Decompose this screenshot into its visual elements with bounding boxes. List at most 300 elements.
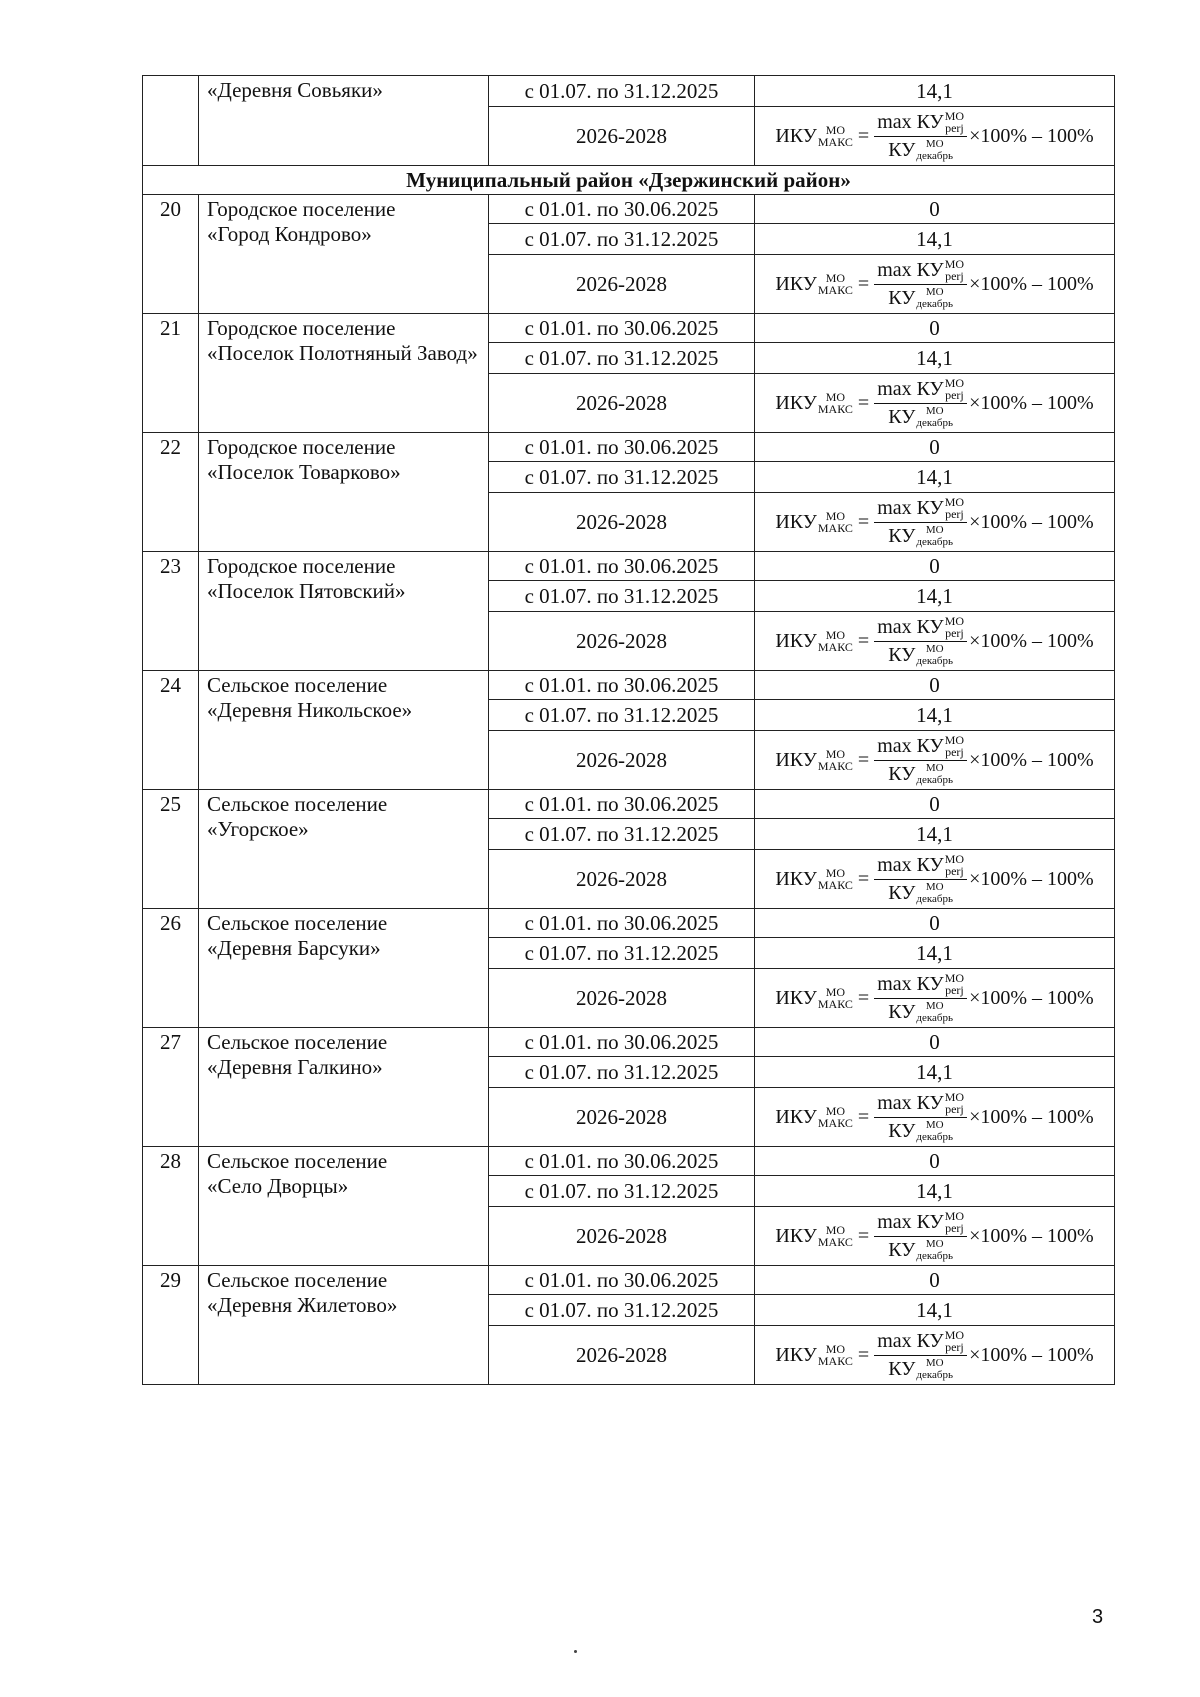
- section-title: Муниципальный район «Дзержинский район»: [143, 166, 1115, 195]
- period-cell: [489, 255, 755, 314]
- period-text: 2026-2028: [576, 390, 667, 415]
- formula-den-sub: декабрь: [916, 655, 954, 667]
- formula-lhs-symbol: ИКУ: [775, 124, 817, 147]
- value-text: 14,1: [916, 226, 953, 251]
- formula-den-sub: декабрь: [916, 1369, 954, 1381]
- formula-lhs-symbol: ИКУ: [775, 1343, 817, 1366]
- value-cell: [755, 433, 1115, 462]
- value-cell: [755, 700, 1115, 731]
- period-text: с 01.07. по 31.12.2025: [524, 1297, 719, 1322]
- value-text: 14,1: [916, 940, 953, 965]
- formula-equals: =: [857, 867, 870, 890]
- row-number: 20: [160, 197, 181, 221]
- index-formula: [775, 258, 1093, 311]
- formula-num-sub: perj: [945, 1221, 964, 1235]
- formula-num-sup: МО: [944, 852, 965, 866]
- formula-num-sub: perj: [945, 507, 964, 521]
- formula-num-symbol: max КУ: [877, 377, 944, 400]
- value-text: 0: [929, 791, 940, 816]
- formula-num-scripts: [945, 496, 964, 520]
- formula-lhs-sub: МАКС: [817, 521, 853, 535]
- formula-fraction: [874, 615, 967, 668]
- formula-lhs-symbol: ИКУ: [775, 629, 817, 652]
- value-cell: [755, 224, 1115, 255]
- period-text: с 01.01. по 30.06.2025: [524, 196, 719, 221]
- formula-den-sup: МО: [925, 524, 944, 536]
- formula-den-sub: декабрь: [916, 298, 954, 310]
- formula-den-sup: МО: [925, 881, 944, 893]
- settlement-type: Сельское поселение: [207, 1030, 388, 1054]
- formula-fraction: [874, 1329, 967, 1382]
- formula-numerator: [874, 1329, 967, 1356]
- period-cell: [489, 1266, 755, 1295]
- formula-lhs: [775, 1105, 853, 1130]
- formula-lhs-sup: МО: [825, 390, 846, 404]
- value-cell: [755, 343, 1115, 374]
- formula-lhs-sup: МО: [825, 123, 846, 137]
- formula-equals: =: [857, 986, 870, 1009]
- formula-lhs: [775, 1343, 853, 1368]
- formula-num-scripts: [945, 1210, 964, 1234]
- table-row: [143, 909, 1115, 938]
- period-text: с 01.01. по 30.06.2025: [524, 553, 719, 578]
- formula-num-sup: МО: [944, 733, 965, 747]
- formula-den-sup: МО: [925, 762, 944, 774]
- formula-denominator: [885, 880, 956, 906]
- value-text: 14,1: [916, 345, 953, 370]
- formula-denominator: [885, 523, 956, 549]
- formula-lhs: [775, 510, 853, 535]
- row-number-cell: [143, 433, 199, 552]
- period-text: 2026-2028: [576, 628, 667, 653]
- formula-fraction: [874, 972, 967, 1025]
- formula-lhs-symbol: ИКУ: [775, 1224, 817, 1247]
- period-cell: [489, 552, 755, 581]
- formula-lhs-sub: МАКС: [817, 1116, 853, 1130]
- formula-lhs-symbol: ИКУ: [775, 1105, 817, 1128]
- formula-den-symbol: КУ: [888, 1119, 916, 1142]
- formula-den-sub: декабрь: [916, 1012, 954, 1024]
- formula-den-scripts: [916, 881, 953, 905]
- formula-denominator: [885, 999, 956, 1025]
- formula-den-sub: декабрь: [916, 417, 954, 429]
- formula-denominator: [885, 1237, 956, 1263]
- formula-fraction: [874, 258, 967, 311]
- period-text: с 01.07. по 31.12.2025: [524, 226, 719, 251]
- period-cell: [489, 76, 755, 107]
- formula-lhs-scripts: [818, 629, 853, 653]
- formula-fraction: [874, 496, 967, 549]
- formula-numerator: [874, 1210, 967, 1237]
- formula-num-symbol: max КУ: [877, 1091, 944, 1114]
- formula-equals: =: [857, 1105, 870, 1128]
- row-number-cell: [143, 314, 199, 433]
- formula-lhs-scripts: [818, 748, 853, 772]
- settlement-type: Сельское поселение: [207, 673, 388, 697]
- formula-den-sup: МО: [925, 1238, 944, 1250]
- formula-num-sub: perj: [945, 1102, 964, 1116]
- formula-den-scripts: [916, 1000, 953, 1024]
- formula-cell: [755, 969, 1115, 1028]
- row-number-cell: [143, 671, 199, 790]
- formula-numerator: [874, 972, 967, 999]
- settlement-type: Городское поселение: [207, 197, 396, 221]
- value-text: 0: [929, 672, 940, 697]
- formula-cell: [755, 1326, 1115, 1385]
- formula-lhs-sup: МО: [825, 866, 846, 880]
- formula-den-scripts: [916, 286, 953, 310]
- value-cell: [755, 1028, 1115, 1057]
- settlement-type: Сельское поселение: [207, 792, 388, 816]
- formula-lhs-scripts: [818, 391, 853, 415]
- period-text: 2026-2028: [576, 509, 667, 534]
- settlement-name: «Деревня Совьяки»: [207, 78, 383, 102]
- period-text: с 01.01. по 30.06.2025: [524, 434, 719, 459]
- formula-equals: =: [857, 272, 870, 295]
- period-cell: [489, 790, 755, 819]
- row-number-cell: [143, 552, 199, 671]
- index-formula: [775, 1329, 1093, 1382]
- formula-lhs: [775, 124, 853, 149]
- formula-tail: ×100% – 100%: [969, 1343, 1094, 1366]
- row-number: 23: [160, 554, 181, 578]
- period-text: с 01.07. по 31.12.2025: [524, 1059, 719, 1084]
- formula-denominator: [885, 642, 956, 668]
- formula-den-scripts: [916, 405, 953, 429]
- table-row: [143, 195, 1115, 224]
- formula-lhs-sub: МАКС: [817, 1235, 853, 1249]
- row-number-cell: [143, 909, 199, 1028]
- formula-den-scripts: [916, 1119, 953, 1143]
- settlement-name: «Город Кондрово»: [207, 222, 372, 246]
- index-formula: [775, 972, 1093, 1025]
- formula-lhs-sub: МАКС: [817, 402, 853, 416]
- formula-den-symbol: КУ: [888, 286, 916, 309]
- formula-num-sup: МО: [944, 495, 965, 509]
- row-number: 24: [160, 673, 181, 697]
- formula-den-symbol: КУ: [888, 524, 916, 547]
- formula-numerator: [874, 110, 967, 137]
- formula-num-sup: МО: [944, 614, 965, 628]
- period-text: 2026-2028: [576, 1342, 667, 1367]
- period-text: с 01.01. по 30.06.2025: [524, 910, 719, 935]
- value-cell: [755, 581, 1115, 612]
- formula-lhs-sup: МО: [825, 1342, 846, 1356]
- period-text: 2026-2028: [576, 1223, 667, 1248]
- period-cell: [489, 909, 755, 938]
- formula-lhs-symbol: ИКУ: [775, 391, 817, 414]
- value-cell: [755, 76, 1115, 107]
- value-text: 14,1: [916, 702, 953, 727]
- formula-den-symbol: КУ: [888, 405, 916, 428]
- formula-den-symbol: КУ: [888, 1000, 916, 1023]
- formula-num-sub: perj: [945, 745, 964, 759]
- period-text: 2026-2028: [576, 985, 667, 1010]
- formula-num-sup: МО: [944, 1328, 965, 1342]
- row-number-cell: [143, 1028, 199, 1147]
- settlement-name-cell: [199, 1147, 489, 1266]
- period-text: 2026-2028: [576, 866, 667, 891]
- settlement-type: Городское поселение: [207, 316, 396, 340]
- row-number-cell: [143, 76, 199, 166]
- period-text: с 01.07. по 31.12.2025: [524, 821, 719, 846]
- settlement-name-cell: [199, 195, 489, 314]
- formula-denominator: [885, 285, 956, 311]
- formula-tail: ×100% – 100%: [969, 629, 1094, 652]
- page-number: 3: [1092, 1606, 1104, 1628]
- formula-den-sup: МО: [925, 1119, 944, 1131]
- formula-den-sup: МО: [925, 286, 944, 298]
- formula-lhs-sub: МАКС: [817, 1354, 853, 1368]
- formula-tail: ×100% – 100%: [969, 391, 1094, 414]
- index-formula: [775, 377, 1093, 430]
- formula-num-scripts: [945, 853, 964, 877]
- formula-num-sub: perj: [945, 864, 964, 878]
- settlement-name: «Деревня Никольское»: [207, 698, 413, 722]
- value-cell: [755, 1057, 1115, 1088]
- formula-lhs: [775, 391, 853, 416]
- period-cell: [489, 969, 755, 1028]
- formula-lhs-sup: МО: [825, 1104, 846, 1118]
- value-text: 0: [929, 196, 940, 221]
- row-number: 21: [160, 316, 181, 340]
- formula-lhs: [775, 748, 853, 773]
- formula-tail: ×100% – 100%: [969, 272, 1094, 295]
- formula-den-symbol: КУ: [888, 138, 916, 161]
- value-text: 0: [929, 1267, 940, 1292]
- formula-numerator: [874, 615, 967, 642]
- formula-den-scripts: [916, 1238, 953, 1262]
- formula-denominator: [885, 761, 956, 787]
- formula-num-scripts: [945, 1329, 964, 1353]
- period-cell: [489, 850, 755, 909]
- table-row: [143, 433, 1115, 462]
- tariff-table: [142, 75, 1115, 1385]
- scan-speck: [574, 1650, 577, 1653]
- formula-tail: ×100% – 100%: [969, 510, 1094, 533]
- formula-den-symbol: КУ: [888, 643, 916, 666]
- formula-fraction: [874, 1091, 967, 1144]
- formula-denominator: [885, 1118, 956, 1144]
- formula-num-scripts: [945, 734, 964, 758]
- formula-lhs-sup: МО: [825, 628, 846, 642]
- row-number-cell: [143, 1266, 199, 1385]
- value-cell: [755, 1266, 1115, 1295]
- formula-lhs: [775, 272, 853, 297]
- formula-num-sup: МО: [944, 971, 965, 985]
- formula-lhs-scripts: [818, 1224, 853, 1248]
- row-number: 29: [160, 1268, 181, 1292]
- settlement-name-cell: [199, 433, 489, 552]
- table-row: [143, 1147, 1115, 1176]
- period-text: с 01.01. по 30.06.2025: [524, 315, 719, 340]
- settlement-name: «Село Дворцы»: [207, 1174, 349, 1198]
- value-text: 14,1: [916, 583, 953, 608]
- value-text: 14,1: [916, 1059, 953, 1084]
- value-text: 0: [929, 553, 940, 578]
- formula-tail: ×100% – 100%: [969, 748, 1094, 771]
- formula-num-scripts: [945, 110, 964, 134]
- index-formula: [775, 1091, 1093, 1144]
- period-text: с 01.01. по 30.06.2025: [524, 1148, 719, 1173]
- value-text: 14,1: [916, 1178, 953, 1203]
- formula-den-sup: МО: [925, 1000, 944, 1012]
- formula-num-symbol: max КУ: [877, 110, 944, 133]
- settlement-type: Сельское поселение: [207, 1149, 388, 1173]
- period-text: с 01.07. по 31.12.2025: [524, 702, 719, 727]
- period-cell: [489, 343, 755, 374]
- formula-cell: [755, 850, 1115, 909]
- formula-tail: ×100% – 100%: [969, 867, 1094, 890]
- formula-lhs: [775, 867, 853, 892]
- formula-lhs-symbol: ИКУ: [775, 867, 817, 890]
- formula-den-symbol: КУ: [888, 1238, 916, 1261]
- value-text: 14,1: [916, 1297, 953, 1322]
- period-text: с 01.01. по 30.06.2025: [524, 791, 719, 816]
- formula-denominator: [885, 1356, 956, 1382]
- formula-lhs-sub: МАКС: [817, 640, 853, 654]
- row-number: 22: [160, 435, 181, 459]
- formula-lhs-sup: МО: [825, 985, 846, 999]
- value-text: 14,1: [916, 821, 953, 846]
- period-text: с 01.07. по 31.12.2025: [524, 345, 719, 370]
- value-cell: [755, 1147, 1115, 1176]
- period-cell: [489, 938, 755, 969]
- settlement-name-cell: [199, 671, 489, 790]
- settlement-name-cell: [199, 1028, 489, 1147]
- formula-lhs: [775, 1224, 853, 1249]
- row-number-cell: [143, 1147, 199, 1266]
- formula-num-sup: МО: [944, 1209, 965, 1223]
- table-row: [143, 314, 1115, 343]
- settlement-name-cell: [199, 1266, 489, 1385]
- formula-cell: [755, 612, 1115, 671]
- formula-fraction: [874, 1210, 967, 1263]
- formula-num-sub: perj: [945, 983, 964, 997]
- period-text: с 01.01. по 30.06.2025: [524, 1267, 719, 1292]
- formula-den-symbol: КУ: [888, 762, 916, 785]
- settlement-name: «Угорское»: [207, 817, 309, 841]
- document-page: [142, 75, 1114, 1385]
- formula-num-scripts: [945, 258, 964, 282]
- formula-equals: =: [857, 391, 870, 414]
- period-cell: [489, 581, 755, 612]
- table-row: [143, 1266, 1115, 1295]
- formula-numerator: [874, 377, 967, 404]
- index-formula: [775, 1210, 1093, 1263]
- formula-lhs-sup: МО: [825, 509, 846, 523]
- formula-den-symbol: КУ: [888, 1357, 916, 1380]
- period-cell: [489, 1147, 755, 1176]
- formula-num-sub: perj: [945, 269, 964, 283]
- formula-lhs-symbol: ИКУ: [775, 272, 817, 295]
- formula-cell: [755, 1207, 1115, 1266]
- period-text: 2026-2028: [576, 123, 667, 148]
- period-text: с 01.07. по 31.12.2025: [524, 940, 719, 965]
- formula-lhs-scripts: [818, 272, 853, 296]
- formula-den-sup: МО: [925, 138, 944, 150]
- period-text: с 01.07. по 31.12.2025: [524, 464, 719, 489]
- row-number-cell: [143, 790, 199, 909]
- value-cell: [755, 790, 1115, 819]
- value-text: 14,1: [916, 464, 953, 489]
- formula-equals: =: [857, 629, 870, 652]
- period-cell: [489, 612, 755, 671]
- formula-num-symbol: max КУ: [877, 1329, 944, 1352]
- formula-den-scripts: [916, 762, 953, 786]
- settlement-name: «Деревня Жилетово»: [207, 1293, 398, 1317]
- period-text: с 01.07. по 31.12.2025: [524, 1178, 719, 1203]
- settlement-name: «Поселок Полотняный Завод»: [207, 341, 478, 365]
- formula-num-symbol: max КУ: [877, 734, 944, 757]
- period-cell: [489, 314, 755, 343]
- period-text: с 01.01. по 30.06.2025: [524, 672, 719, 697]
- formula-tail: ×100% – 100%: [969, 1105, 1094, 1128]
- formula-lhs-sub: МАКС: [817, 759, 853, 773]
- value-text: 0: [929, 1029, 940, 1054]
- formula-den-sub: декабрь: [916, 536, 954, 548]
- formula-num-sub: perj: [945, 121, 964, 135]
- value-cell: [755, 462, 1115, 493]
- period-cell: [489, 224, 755, 255]
- formula-den-sub: декабрь: [916, 1131, 954, 1143]
- period-text: с 01.07. по 31.12.2025: [524, 78, 719, 103]
- formula-den-sup: МО: [925, 643, 944, 655]
- index-formula: [775, 734, 1093, 787]
- formula-num-symbol: max КУ: [877, 258, 944, 281]
- value-text: 14,1: [916, 78, 953, 103]
- formula-lhs-scripts: [818, 986, 853, 1010]
- value-text: 0: [929, 315, 940, 340]
- formula-denominator: [885, 137, 956, 163]
- formula-num-sup: МО: [944, 376, 965, 390]
- value-cell: [755, 195, 1115, 224]
- formula-fraction: [874, 853, 967, 906]
- formula-denominator: [885, 404, 956, 430]
- formula-fraction: [874, 110, 967, 163]
- formula-numerator: [874, 496, 967, 523]
- formula-numerator: [874, 258, 967, 285]
- settlement-type: Городское поселение: [207, 554, 396, 578]
- formula-lhs-scripts: [818, 1105, 853, 1129]
- formula-den-sub: декабрь: [916, 150, 954, 162]
- index-formula: [775, 496, 1093, 549]
- formula-fraction: [874, 734, 967, 787]
- formula-num-symbol: max КУ: [877, 496, 944, 519]
- table-row: [143, 671, 1115, 700]
- formula-numerator: [874, 734, 967, 761]
- value-cell: [755, 671, 1115, 700]
- formula-lhs-sup: МО: [825, 747, 846, 761]
- settlement-name-cell: [199, 909, 489, 1028]
- formula-cell: [755, 1088, 1115, 1147]
- period-cell: [489, 731, 755, 790]
- period-cell: [489, 700, 755, 731]
- period-cell: [489, 374, 755, 433]
- settlement-name: «Деревня Галкино»: [207, 1055, 383, 1079]
- formula-lhs-sub: МАКС: [817, 878, 853, 892]
- formula-num-scripts: [945, 1091, 964, 1115]
- table-row: [143, 1028, 1115, 1057]
- formula-num-symbol: max КУ: [877, 615, 944, 638]
- formula-den-scripts: [916, 138, 953, 162]
- formula-equals: =: [857, 124, 870, 147]
- formula-lhs-sub: МАКС: [817, 135, 853, 149]
- formula-cell: [755, 255, 1115, 314]
- formula-numerator: [874, 853, 967, 880]
- settlement-name-cell: [199, 552, 489, 671]
- period-text: с 01.07. по 31.12.2025: [524, 583, 719, 608]
